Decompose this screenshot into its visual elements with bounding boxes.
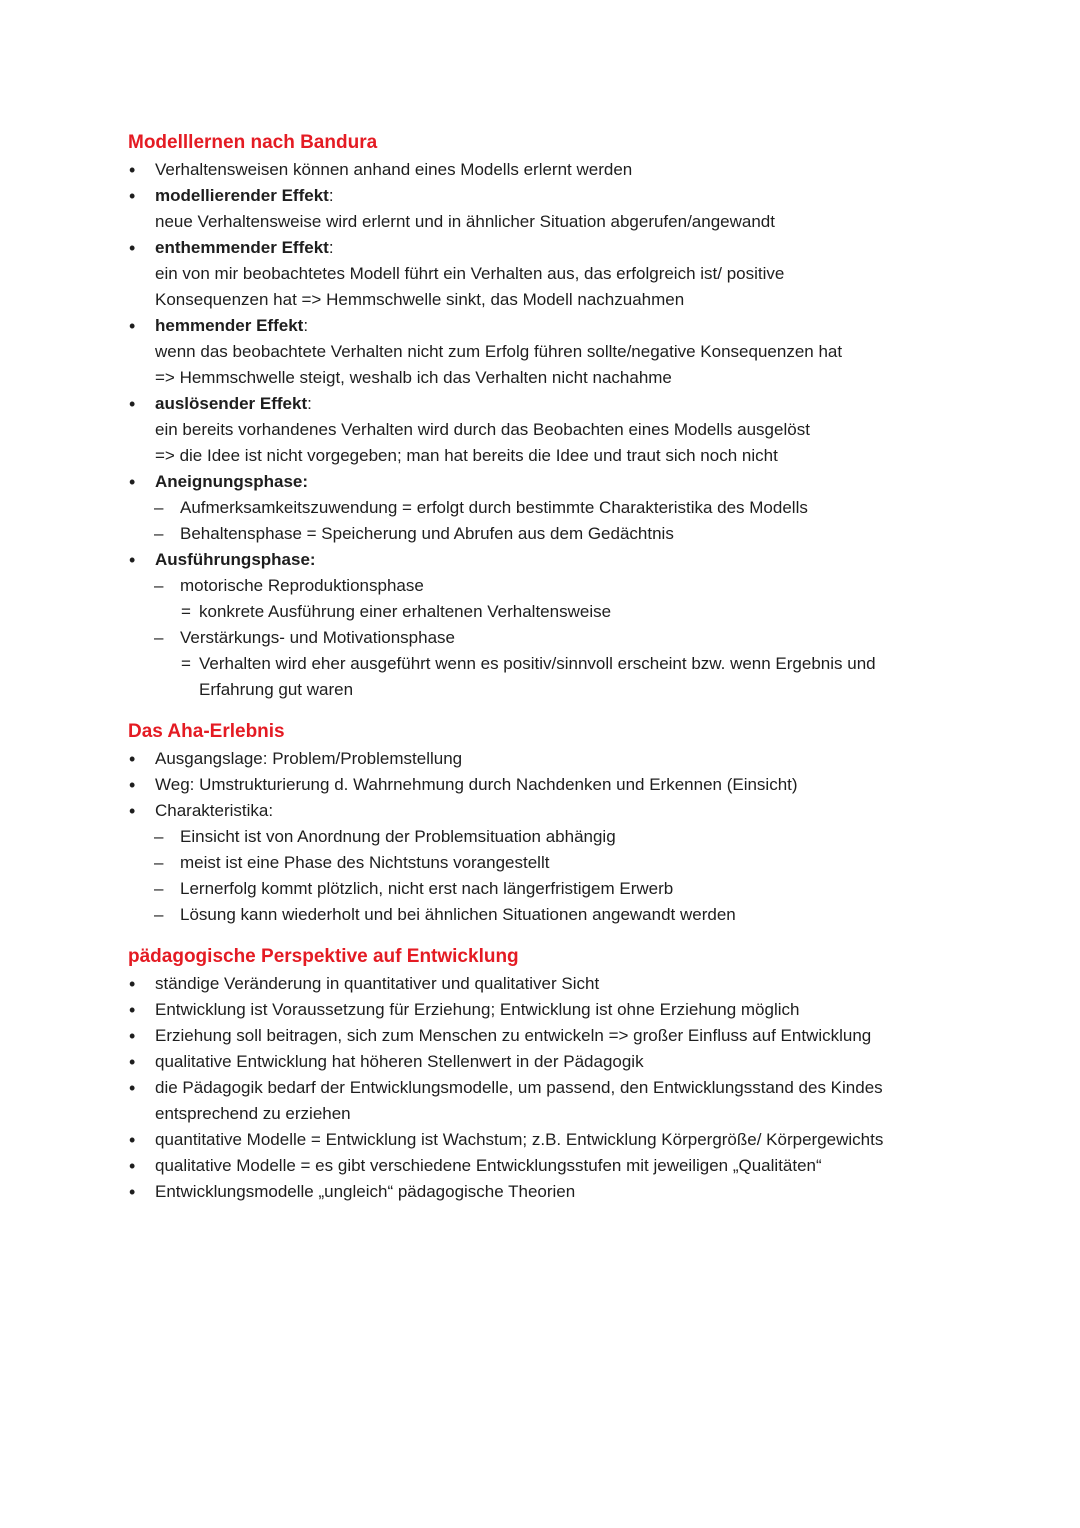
item-label-suffix: : xyxy=(328,238,334,257)
continuation-line xyxy=(0,417,1080,443)
sub-item xyxy=(0,876,1080,902)
dash-marker: – xyxy=(154,498,164,517)
bullet-item xyxy=(0,391,1080,417)
section-modelllernen xyxy=(0,130,1080,703)
bullet-item xyxy=(0,798,1080,824)
item-text: qualitative Modelle = es gibt verschiedene Entwicklungsstufen mit jeweiligen „Qualitäten“ xyxy=(155,1156,822,1175)
continuation-line xyxy=(0,287,1080,313)
item-text: entsprechend zu erziehen xyxy=(155,1104,351,1123)
dash-marker: – xyxy=(154,879,164,898)
bullet-item xyxy=(0,235,1080,261)
sub-item-text: motorische Reproduktionsphase xyxy=(180,576,424,595)
item-text: Entwicklung ist Voraussetzung für Erziehung; Entwicklung ist ohne Erziehung möglich xyxy=(155,1000,800,1019)
item-text xyxy=(155,313,308,339)
bullet-item xyxy=(0,547,1080,573)
dash-marker: – xyxy=(154,827,164,846)
item-label-suffix: : xyxy=(303,316,309,335)
item-label-suffix: : xyxy=(307,394,312,413)
item-text: ständige Veränderung in quantitativer und qualitativer Sicht xyxy=(155,974,600,993)
sub-item-text: Behaltensphase = Speicherung und Abrufen aus dem Gedächtnis xyxy=(180,524,674,543)
bullet-marker: • xyxy=(129,775,136,795)
sub-item-text: Aufmerksamkeitszuwendung = erfolgt durch bestimmte Charakteristika des Modells xyxy=(180,498,808,517)
dash-marker: – xyxy=(154,853,164,872)
bullet-marker: • xyxy=(129,1000,136,1020)
bullet-marker: • xyxy=(129,801,136,821)
bullet-marker: • xyxy=(129,749,136,769)
definition-text: konkrete Ausführung einer erhaltenen Verhaltensweise xyxy=(199,602,612,621)
bullet-marker: • xyxy=(129,160,136,180)
continuation-line xyxy=(0,365,1080,391)
item-text: => die Idee ist nicht vorgegeben; man hat bereits die Idee und traut sich noch nicht xyxy=(155,446,778,465)
bullet-marker: • xyxy=(129,1156,136,1176)
sub-item-text: Einsicht ist von Anordnung der Problemsituation abhängig xyxy=(180,827,616,846)
item-label: modellierender Effekt xyxy=(155,186,329,205)
item-label: Ausführungsphase: xyxy=(155,550,316,569)
dash-marker: – xyxy=(154,628,164,647)
definition-text: Verhalten wird eher ausgeführt wenn es positiv/sinnvoll erscheint bzw. wenn Ergebnis und xyxy=(199,654,876,673)
continuation-line xyxy=(0,1101,1080,1127)
bullet-item xyxy=(0,1075,1080,1101)
item-text: => Hemmschwelle steigt, weshalb ich das Verhalten nicht nachahme xyxy=(155,368,672,387)
bullet-marker: • xyxy=(129,1182,136,1202)
section-heading: Modelllernen nach Bandura xyxy=(128,132,378,153)
item-text: qualitative Entwicklung hat höheren Stellenwert in der Pädagogik xyxy=(155,1052,644,1071)
bullet-marker: • xyxy=(129,394,136,414)
bullet-marker: • xyxy=(129,974,136,994)
equals-marker: = xyxy=(181,654,191,673)
sub-item-text: Verstärkungs- und Motivationsphase xyxy=(180,628,455,647)
item-text xyxy=(155,391,312,417)
bullet-marker: • xyxy=(129,238,136,258)
bullet-item xyxy=(0,1023,1080,1049)
item-label: enthemmender Effekt xyxy=(155,238,329,257)
continuation-line xyxy=(0,677,1080,703)
item-text: Konsequenzen hat => Hemmschwelle sinkt, das Modell nachzuahmen xyxy=(155,290,685,309)
equals-marker: = xyxy=(181,602,191,621)
item-text: Entwicklungsmodelle „ungleich“ pädagogische Theorien xyxy=(155,1182,576,1201)
sub-item xyxy=(0,902,1080,928)
bullet-item xyxy=(0,313,1080,339)
bullet-item xyxy=(0,971,1080,997)
definition-text: Erfahrung gut waren xyxy=(199,680,354,699)
item-label-suffix: : xyxy=(328,186,334,205)
item-text: ein bereits vorhandenes Verhalten wird durch das Beobachten eines Modells ausgelöst xyxy=(155,420,810,439)
bullet-item xyxy=(0,157,1080,183)
bullet-item xyxy=(0,1153,1080,1179)
dash-marker: – xyxy=(154,524,164,543)
section-paedagogische-perspektive xyxy=(0,944,1080,1205)
item-text: Weg: Umstrukturierung d. Wahrnehmung durch Nachdenken und Erkennen (Einsicht) xyxy=(155,775,798,794)
bullet-marker: • xyxy=(129,1052,136,1072)
bullet-item xyxy=(0,183,1080,209)
sub-item-text: Lösung kann wiederholt und bei ähnlichen Situationen angewandt werden xyxy=(180,905,736,924)
sub-item-text: Lernerfolg kommt plötzlich, nicht erst nach längerfristigem Erwerb xyxy=(180,879,674,898)
item-text: ein von mir beobachtetes Modell führt ein Verhalten aus, das erfolgreich ist/ positive xyxy=(155,264,785,283)
bullet-item xyxy=(0,746,1080,772)
item-text: neue Verhaltensweise wird erlernt und in ähnlicher Situation abgerufen/angewandt xyxy=(155,212,775,231)
section-aha-erlebnis xyxy=(0,719,1080,928)
bullet-item xyxy=(0,1179,1080,1205)
item-text: die Pädagogik bedarf der Entwicklungsmodelle, um passend, den Entwicklungsstand des Kindes xyxy=(155,1078,883,1097)
item-text: wenn das beobachtete Verhalten nicht zum Erfolg führen sollte/negative Konsequenzen hat xyxy=(155,342,843,361)
bullet-marker: • xyxy=(129,1026,136,1046)
sub-item xyxy=(0,573,1080,599)
bullet-item xyxy=(0,772,1080,798)
sub-item-text: meist ist eine Phase des Nichtstuns vorangestellt xyxy=(180,853,550,872)
sub-item xyxy=(0,495,1080,521)
sub-item xyxy=(0,521,1080,547)
bullet-item xyxy=(0,1127,1080,1153)
dash-marker: – xyxy=(154,576,164,595)
continuation-line xyxy=(0,209,1080,235)
sub-item xyxy=(0,625,1080,651)
item-text: Verhaltensweisen können anhand eines Modells erlernt werden xyxy=(155,160,633,179)
continuation-line xyxy=(0,339,1080,365)
bullet-marker: • xyxy=(129,316,136,336)
item-label: hemmender Effekt xyxy=(155,316,304,335)
dash-marker: – xyxy=(154,905,164,924)
item-text: Charakteristika: xyxy=(155,801,274,820)
bullet-marker: • xyxy=(129,472,136,492)
continuation-line xyxy=(0,261,1080,287)
bullet-item xyxy=(0,997,1080,1023)
continuation-line xyxy=(0,443,1080,469)
definition-line xyxy=(0,599,1080,625)
item-text xyxy=(155,183,334,209)
item-text: Ausgangslage: Problem/Problemstellung xyxy=(155,749,463,768)
definition-line xyxy=(0,651,1080,677)
section-heading: pädagogische Perspektive auf Entwicklung xyxy=(128,946,519,967)
bullet-marker: • xyxy=(129,186,136,206)
item-text xyxy=(155,235,334,261)
bullet-marker: • xyxy=(129,550,136,570)
bullet-item xyxy=(0,1049,1080,1075)
sub-item xyxy=(0,850,1080,876)
bullet-item xyxy=(0,469,1080,495)
bullet-marker: • xyxy=(129,1130,136,1150)
item-text: Erziehung soll beitragen, sich zum Menschen zu entwickeln => großer Einfluss auf Entwicklung xyxy=(155,1026,872,1045)
item-text: quantitative Modelle = Entwicklung ist Wachstum; z.B. Entwicklung Körpergröße/ Körpergewichts xyxy=(155,1130,884,1149)
item-label: auslösender Effekt xyxy=(155,394,308,413)
bullet-marker: • xyxy=(129,1078,136,1098)
section-heading: Das Aha-Erlebnis xyxy=(128,721,285,742)
sub-item xyxy=(0,824,1080,850)
item-label: Aneignungsphase: xyxy=(155,472,309,491)
